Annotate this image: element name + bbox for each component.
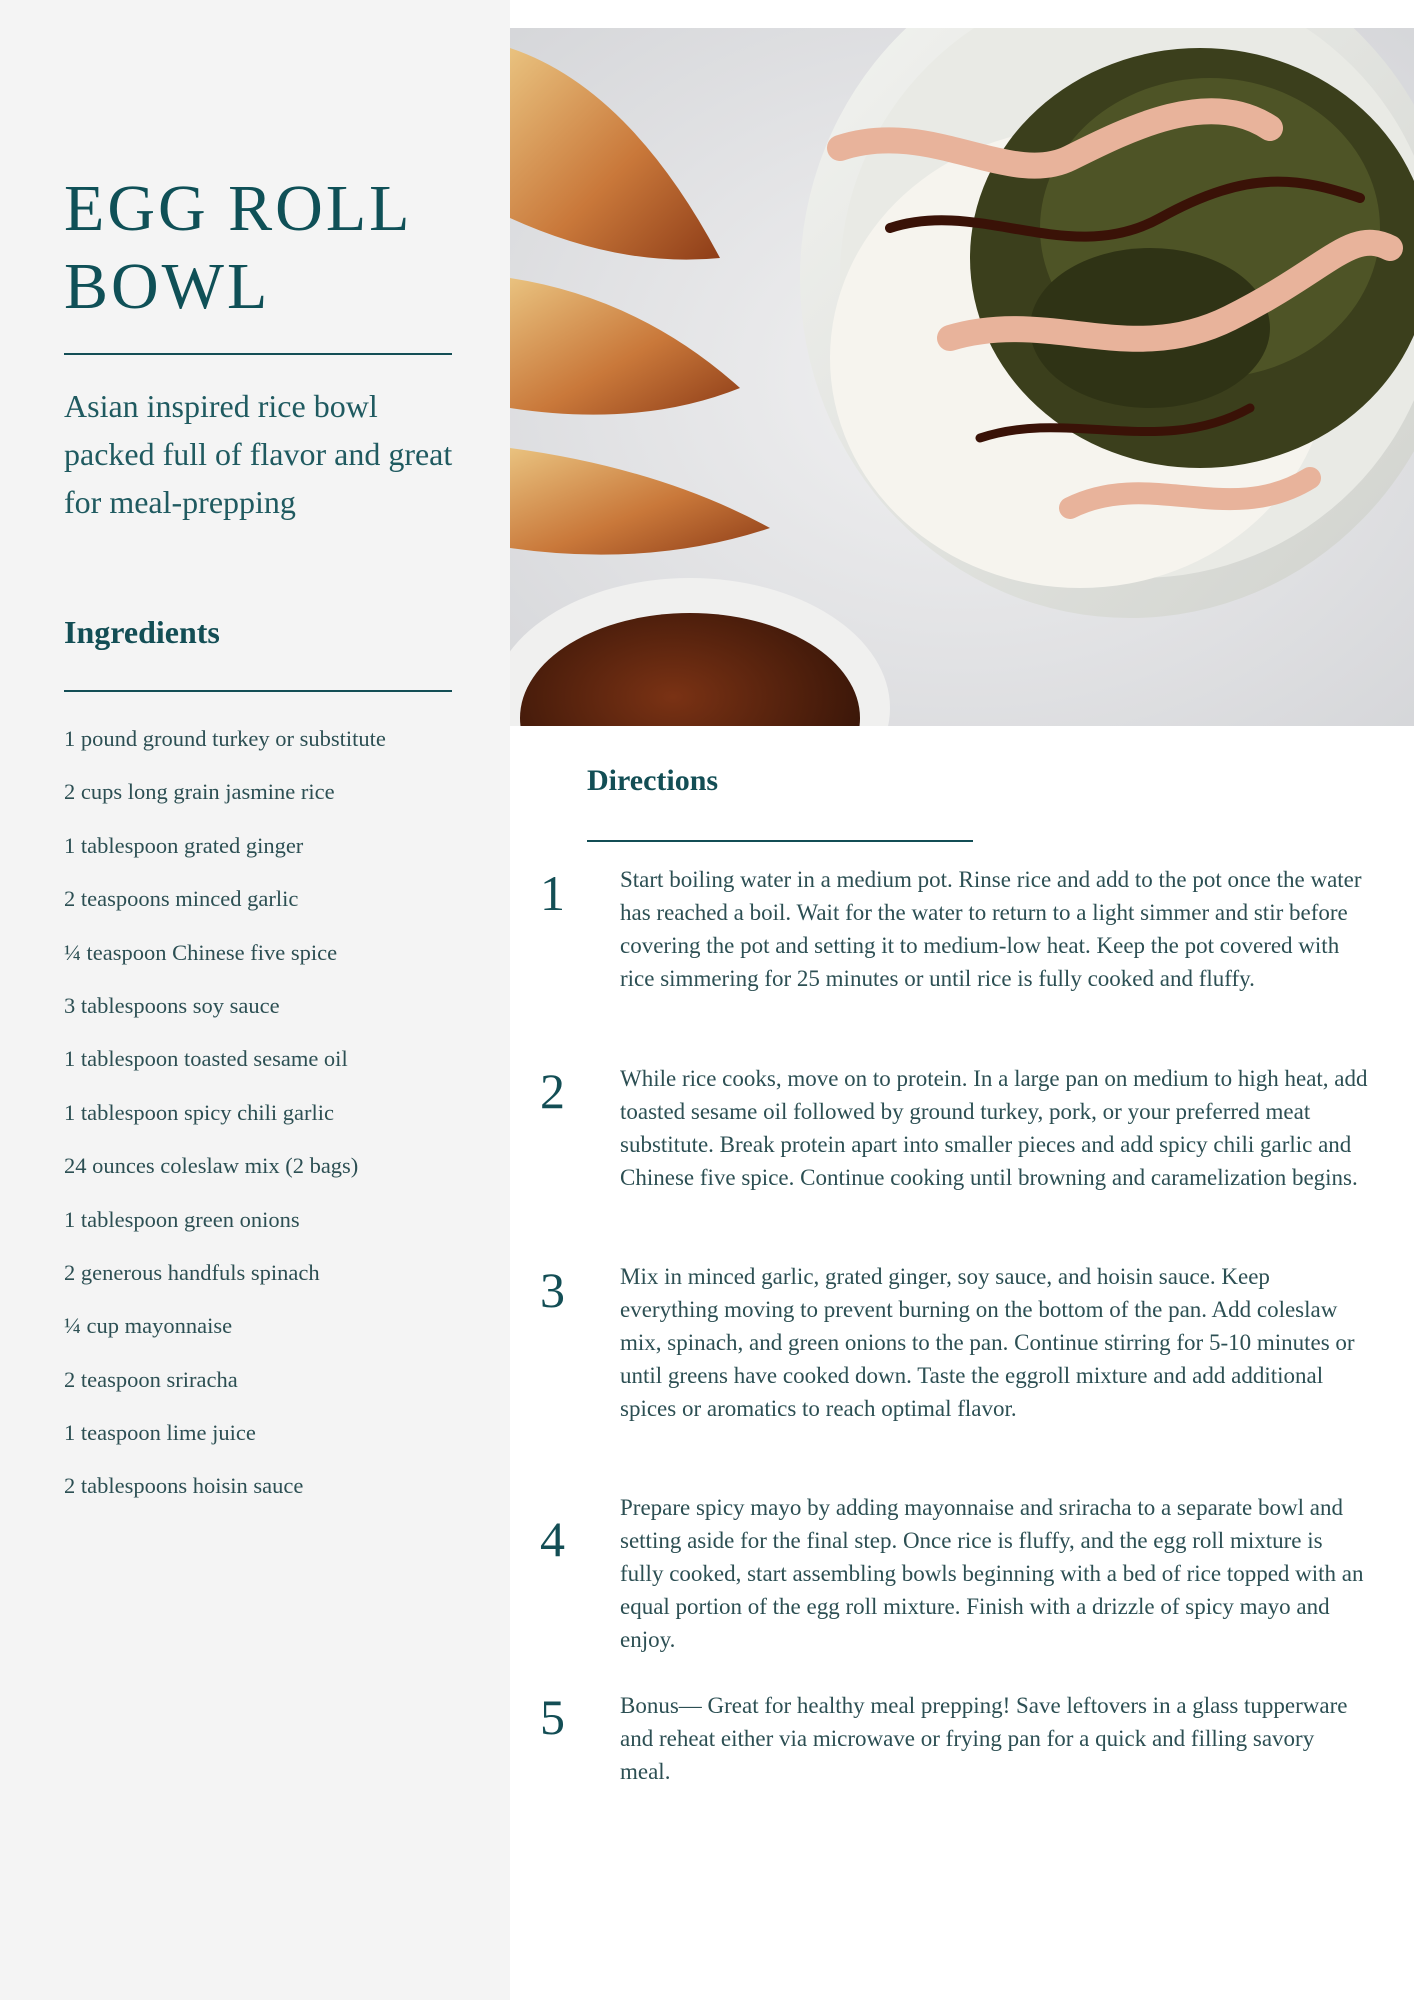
ingredient-item: 24 ounces coleslaw mix (2 bags) xyxy=(64,1153,359,1179)
step-text: Prepare spicy mayo by adding mayonnaise and sriracha to a separate bowl and setting aside for the final step. Once rice is fluffy, and the egg roll mixture is fully cooked, start assembling bowls beginning with a bed of rice topped with an equal portion of the egg roll mixture. Finish with a drizzle of spicy mayo and enjoy. xyxy=(620,1495,1364,1652)
ingredient-item: ¼ cup mayonnaise xyxy=(64,1313,233,1339)
ingredient-item: 2 teaspoon sriracha xyxy=(64,1366,238,1392)
recipe-subtitle: Asian inspired rice bowl packed full of flavor and great for meal-prepping xyxy=(64,388,453,520)
step-text: Start boiling water in a medium pot. Rinse rice and add to the pot once the water has reached a boil. Wait for the water to return to a light simmer and stir before covering the pot and setting it to medium-low heat. Keep the pot covered with rice simmering for 25 minutes or until rice is fully cooked and fluffy. xyxy=(620,867,1362,991)
ingredient-item: 1 pound ground turkey or substitute xyxy=(64,726,386,751)
ingredient-item: 1 tablespoon green onions xyxy=(64,1206,300,1232)
ingredient-item: 2 tablespoons hoisin sauce xyxy=(64,1473,304,1499)
step-number: 1 xyxy=(540,865,565,921)
title-line-2: BOWL xyxy=(64,250,271,323)
ingredient-item: 2 generous handfuls spinach xyxy=(64,1259,320,1285)
title-line-1: EGG ROLL xyxy=(64,172,413,245)
step-text: Bonus— Great for healthy meal prepping! Save leftovers in a glass tupperware and reheat either via microwave or frying pan for a quick and filling savory meal. xyxy=(620,1693,1348,1784)
ingredient-item: 3 tablespoons soy sauce xyxy=(64,992,280,1018)
directions-divider xyxy=(587,840,973,842)
ingredient-item: 2 cups long grain jasmine rice xyxy=(64,779,335,805)
step-number: 2 xyxy=(540,1063,565,1119)
directions-heading: Directions xyxy=(587,764,719,797)
step-number: 3 xyxy=(540,1262,565,1318)
ingredient-item: 1 tablespoon grated ginger xyxy=(64,832,304,858)
ingredient-item: 1 tablespoon toasted sesame oil xyxy=(64,1046,348,1072)
ingredient-item: 1 tablespoon spicy chili garlic xyxy=(64,1099,334,1125)
recipe-title xyxy=(64,170,412,326)
food-photo xyxy=(510,28,1414,726)
ingredients-divider xyxy=(64,690,452,692)
step-text: While rice cooks, move on to protein. In a large pan on medium to high heat, add toasted sesame oil followed by ground turkey, pork, or your preferred meat substitute. Break protein apart into smaller pieces and add spicy chili garlic and Chinese five spice. Continue cooking until browning and caramelization begins. xyxy=(620,1066,1368,1190)
ingredient-item: 2 teaspoons minced garlic xyxy=(64,886,299,912)
ingredient-item: ¼ teaspoon Chinese five spice xyxy=(64,939,338,965)
ingredients-list xyxy=(64,722,504,1523)
ingredient-item: 1 teaspoon lime juice xyxy=(64,1420,256,1446)
step-number: 5 xyxy=(540,1689,565,1745)
step-number: 4 xyxy=(540,1511,565,1567)
step-text: Mix in minced garlic, grated ginger, soy sauce, and hoisin sauce. Keep everything moving to prevent burning on the bottom of the pan. Add coleslaw mix, spinach, and green onions to the pan. Continue stirring for 5-10 minutes or until greens have cooked down. Taste the eggroll mixture and add additional spices or aromatics to reach optimal flavor. xyxy=(620,1264,1355,1421)
ingredients-heading: Ingredients xyxy=(64,614,220,650)
title-divider xyxy=(64,353,452,355)
